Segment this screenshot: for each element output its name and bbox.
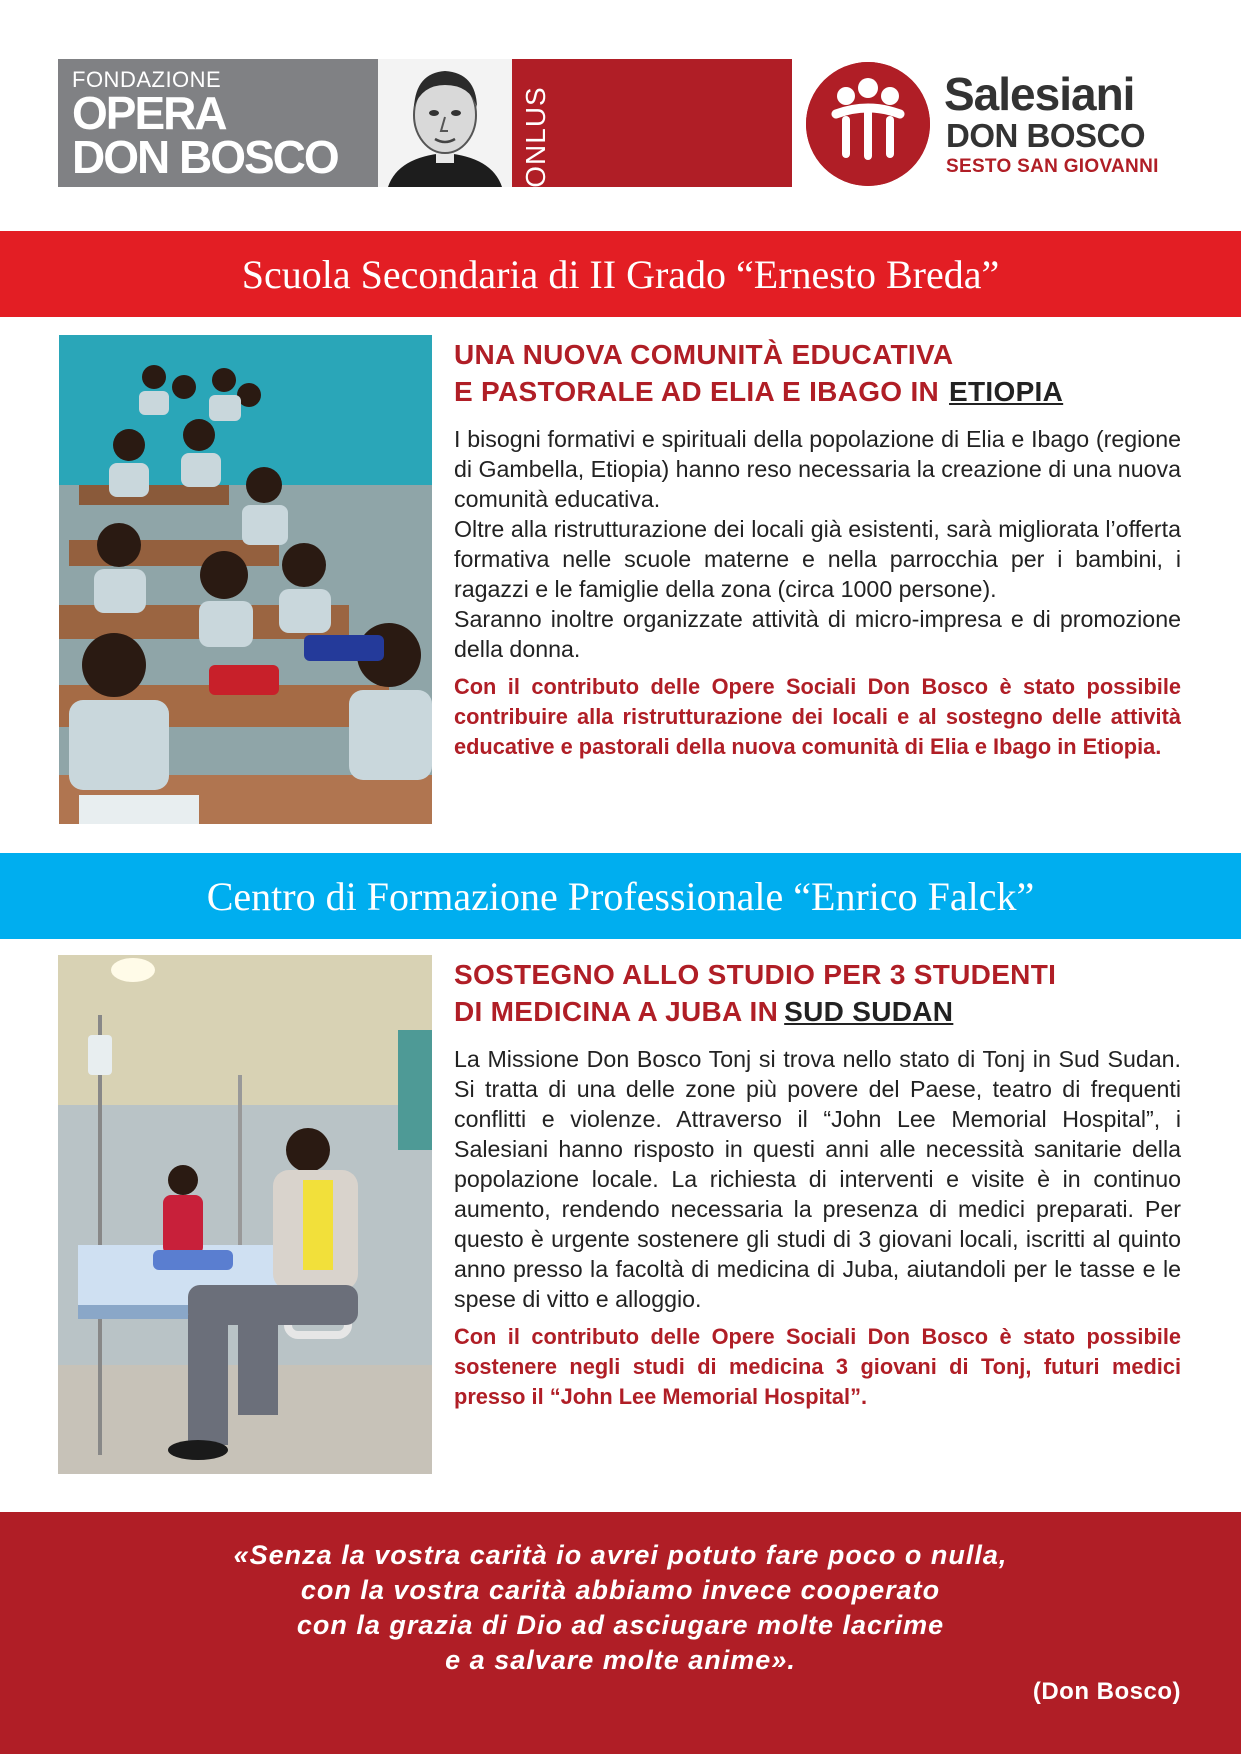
quote-line: con la grazia di Dio ad asciugare molte lacrime	[296, 1610, 945, 1640]
country-sud-sudan: SUD SUDAN	[784, 996, 954, 1027]
headline-sud-sudan	[454, 956, 1181, 1030]
article-highlight-etiopia: Con il contributo delle Opere Sociali Don Bosco è stato possibile contribuire alla ristrutturazione dei locali e al sostegno delle attività educative e pastorali della nuova comunità di Elia e Ibago in Etiopia.	[454, 674, 1181, 759]
article-highlight-sud-sudan: Con il contributo delle Opere Sociali Don Bosco è stato possibile sostenere negli studi di medicina 3 giovani di Tonj, futuri medici presso il “John Lee Memorial Hospital”.	[454, 1324, 1181, 1409]
headline-line-2	[454, 993, 1181, 1030]
don-bosco-quote	[0, 1538, 1241, 1678]
don-bosco-portrait-icon	[378, 59, 512, 187]
onlus-panel	[512, 59, 792, 187]
section-title-falck: Centro di Formazione Professionale “Enrico Falck”	[206, 873, 1035, 919]
headline-line-2-text: E PASTORALE AD ELIA E IBAGO IN	[454, 376, 940, 407]
quote-line: «Senza la vostra carità io avrei potuto fare poco o nulla,	[233, 1540, 1008, 1570]
quote-band	[0, 1512, 1241, 1754]
article-etiopia	[454, 336, 1181, 762]
article-body-sud-sudan: La Missione Don Bosco Tonj si trova nello stato di Tonj in Sud Sudan. Si tratta di una delle zone più povere del Paese, teatro di frequenti conflitti e violenze. Attraverso il “John Lee Memorial Hospital”, i Salesiani hanno risposto in questi anni alle necessità sanitarie della popolazione locale. La richiesta di interventi e visite è in continuo aumento, rendendo necessaria la presenza di medici preparati. Per questo è urgente sostenere gli studi di 3 giovani locali, iscritti al quinto anno presso la facoltà di medicina di Juba, aiutandoli per le tasse e le spese di vitto e alloggio.	[454, 1046, 1181, 1312]
section-title-breda: Scuola Secondaria di II Grado “Ernesto Breda”	[241, 251, 1000, 297]
opera-label: OPERA	[72, 87, 226, 139]
section-band-breda	[0, 231, 1241, 317]
headline-etiopia	[454, 336, 1181, 410]
salesiani-title: Salesiani	[944, 68, 1135, 120]
fondazione-opera-don-bosco-logo	[58, 59, 792, 187]
salesiani-emblem-icon	[806, 62, 930, 186]
headline-line-1: UNA NUOVA COMUNITÀ EDUCATIVA	[454, 339, 954, 370]
country-etiopia: ETIOPIA	[949, 376, 1064, 407]
don-bosco-label: DON BOSCO	[72, 131, 338, 183]
headline-line-1: SOSTEGNO ALLO STUDIO PER 3 STUDENTI	[454, 959, 1057, 990]
quote-line: e a salvare molte anime».	[445, 1645, 796, 1675]
salesiani-don-bosco-logo	[806, 60, 1186, 190]
hospital-room-photo	[58, 955, 432, 1474]
salesiani-subtitle: DON BOSCO	[946, 117, 1146, 154]
section-band-falck	[0, 853, 1241, 939]
salesiani-city: SESTO SAN GIOVANNI	[946, 156, 1159, 177]
article-body-etiopia: I bisogni formativi e spirituali della popolazione di Elia e Ibago (regione di Gambella, Etiopia) hanno reso necessaria la creazione di una nuova comunità educativa. Oltre alla ristrutturazione dei locali già esistenti, sarà migliorata l’offerta formativa nelle scuole materne e nella parrocchia per i bambini, i ragazzi e le famiglie della zona (circa 1000 persone). Saranno inoltre organizzate attività di micro-impresa e di promozione della donna.	[454, 426, 1181, 662]
onlus-label: ONLUS	[520, 86, 551, 188]
fondazione-label: FONDAZIONE	[72, 67, 222, 92]
fondazione-wordmark	[58, 59, 378, 187]
quote-line: con la vostra carità abbiamo invece cooperato	[300, 1575, 941, 1605]
headline-line-2	[454, 373, 1181, 410]
article-sud-sudan	[454, 956, 1181, 1412]
classroom-children-photo	[59, 335, 432, 824]
headline-line-2-text: DI MEDICINA A JUBA IN	[454, 996, 779, 1027]
quote-attribution: (Don Bosco)	[1032, 1678, 1181, 1705]
